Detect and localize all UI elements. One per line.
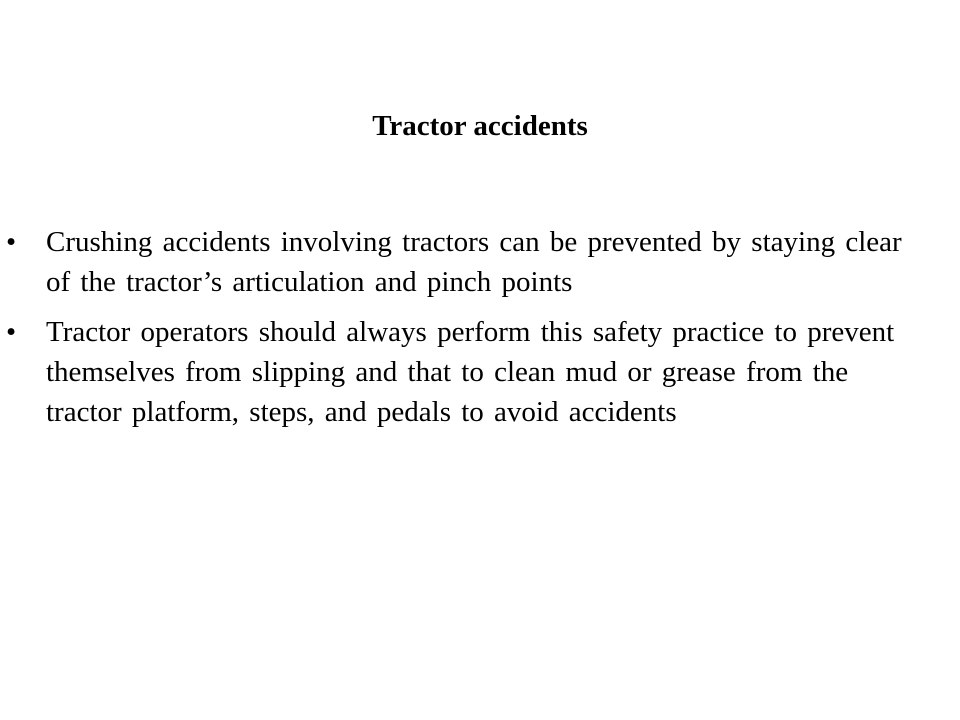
bullet-item <box>0 312 960 432</box>
slide-title: Tractor accidents <box>372 110 588 142</box>
bullet-marker: • <box>6 226 17 258</box>
bullet-item <box>0 222 960 302</box>
bullet-list <box>0 222 960 442</box>
bullet-marker: • <box>6 316 17 348</box>
bullet-text: Crushing accidents involving tractors can be prevented by staying clear of the tractor’s articulation and pinch points <box>46 226 902 298</box>
bullet-text: Tractor operators should always perform this safety practice to prevent themselves from slipping and that to clean mud or grease from the tractor platform, steps, and pedals to avoid accidents <box>46 316 895 428</box>
